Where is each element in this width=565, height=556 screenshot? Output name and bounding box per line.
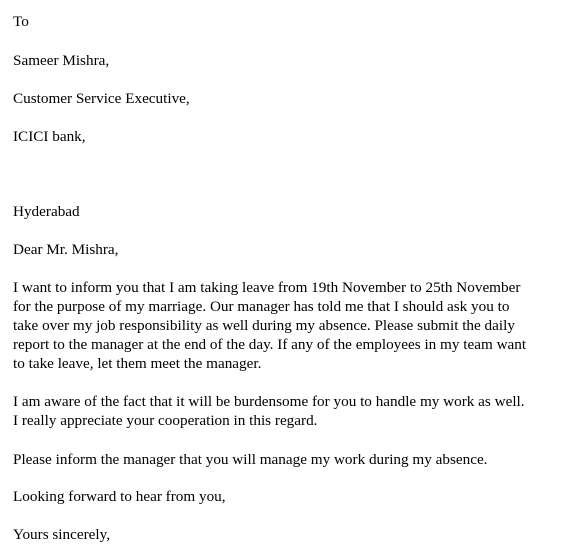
body-paragraph-3: Please inform the manager that you will manage my work during my absence. [13, 451, 488, 468]
to-label: To [13, 13, 29, 30]
recipient-title: Customer Service Executive, [13, 90, 190, 107]
body-paragraph-1-line: I want to inform you that I am taking leave from 19th November to 25th November [13, 279, 521, 296]
recipient-organization: ICICI bank, [13, 128, 86, 145]
body-paragraph-1 [13, 278, 561, 373]
closing-line: Looking forward to hear from you, [13, 488, 226, 505]
body-paragraph-1-line: take over my job responsibility as well during my absence. Please submit the daily [13, 317, 515, 334]
body-paragraph-2-line: I really appreciate your cooperation in this regard. [13, 412, 318, 429]
body-paragraph-1-line: to take leave, let them meet the manager. [13, 355, 262, 372]
body-paragraph-2-line: I am aware of the fact that it will be burdensome for you to handle my work as well. [13, 393, 525, 410]
salutation: Dear Mr. Mishra, [13, 241, 119, 258]
body-paragraph-1-line: report to the manager at the end of the day. If any of the employees in my team want [13, 336, 527, 353]
recipient-name: Sameer Mishra, [13, 52, 110, 69]
recipient-city: Hyderabad [13, 203, 80, 220]
body-paragraph-2 [13, 392, 561, 430]
sign-off: Yours sincerely, [13, 526, 111, 543]
body-paragraph-1-line: for the purpose of my marriage. Our manager has told me that I should ask you to [13, 298, 510, 315]
